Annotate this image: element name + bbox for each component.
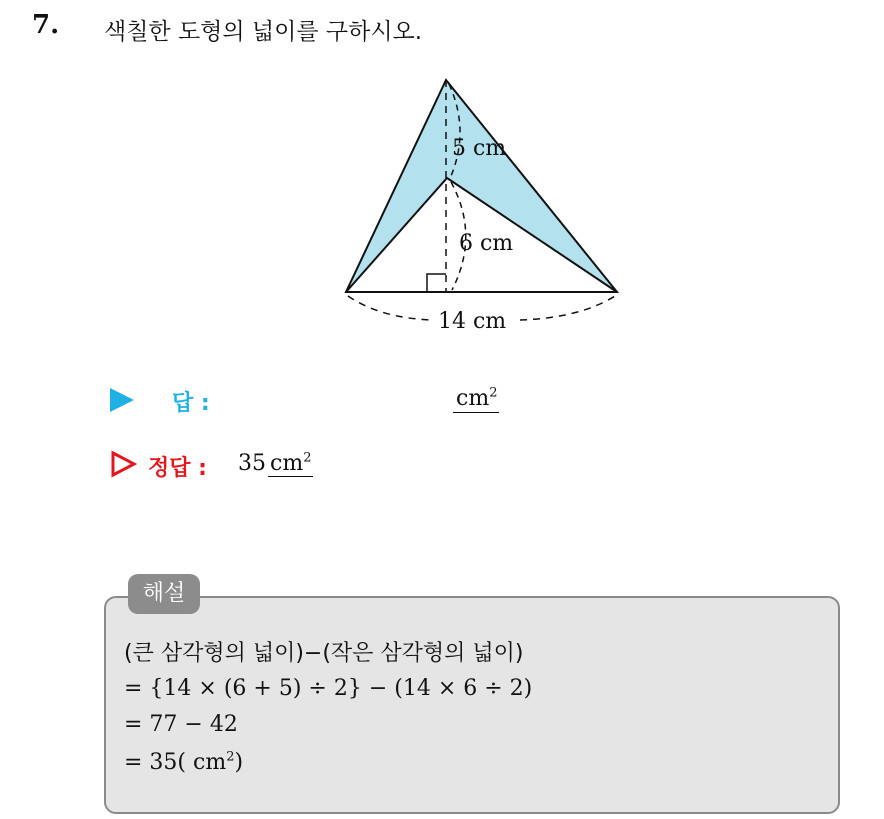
solution-line-4-exp: 2 — [226, 749, 235, 765]
base-arc — [348, 296, 432, 320]
label-5cm: 5 cm — [452, 136, 507, 161]
correct-value-line — [238, 451, 313, 477]
label-6cm: 6 cm — [459, 231, 514, 256]
answer-unit-exp: 2 — [489, 385, 498, 401]
answer-unit — [453, 386, 499, 413]
answer-label: 답 : — [172, 391, 210, 416]
shaded-region — [346, 80, 617, 292]
solution-line-1: (큰 삼각형의 넓이)−(작은 삼각형의 넓이) — [124, 641, 524, 666]
correct-value: 35 — [238, 451, 266, 476]
solution-line-4-end: ) — [234, 750, 244, 775]
triangle-figure — [0, 0, 884, 360]
solution-line-4-main: = 35( cm — [124, 750, 227, 775]
correct-label: 정답 : — [148, 456, 207, 481]
answer-unit-text: cm — [456, 386, 490, 411]
solution-box — [104, 596, 840, 814]
right-angle-mark — [427, 274, 446, 292]
base-arc — [520, 296, 615, 320]
solution-line-3: = 77 − 42 — [124, 712, 238, 737]
solution-line-2: = {14 × (6 + 5) ÷ 2} − (14 × 6 ÷ 2) — [124, 676, 533, 701]
correct-arrow-icon — [110, 450, 138, 478]
correct-unit: cm — [270, 451, 304, 476]
correct-unit-wrap — [268, 451, 313, 477]
solution-line-4 — [124, 750, 243, 775]
question-number: 7. — [32, 10, 60, 40]
question-text: 색칠한 도형의 넓이를 구하시오. — [104, 19, 423, 45]
label-14cm: 14 cm — [438, 309, 507, 334]
solution-tag: 해설 — [128, 574, 200, 614]
answer-arrow-icon — [110, 388, 134, 412]
correct-unit-exp: 2 — [303, 450, 312, 466]
